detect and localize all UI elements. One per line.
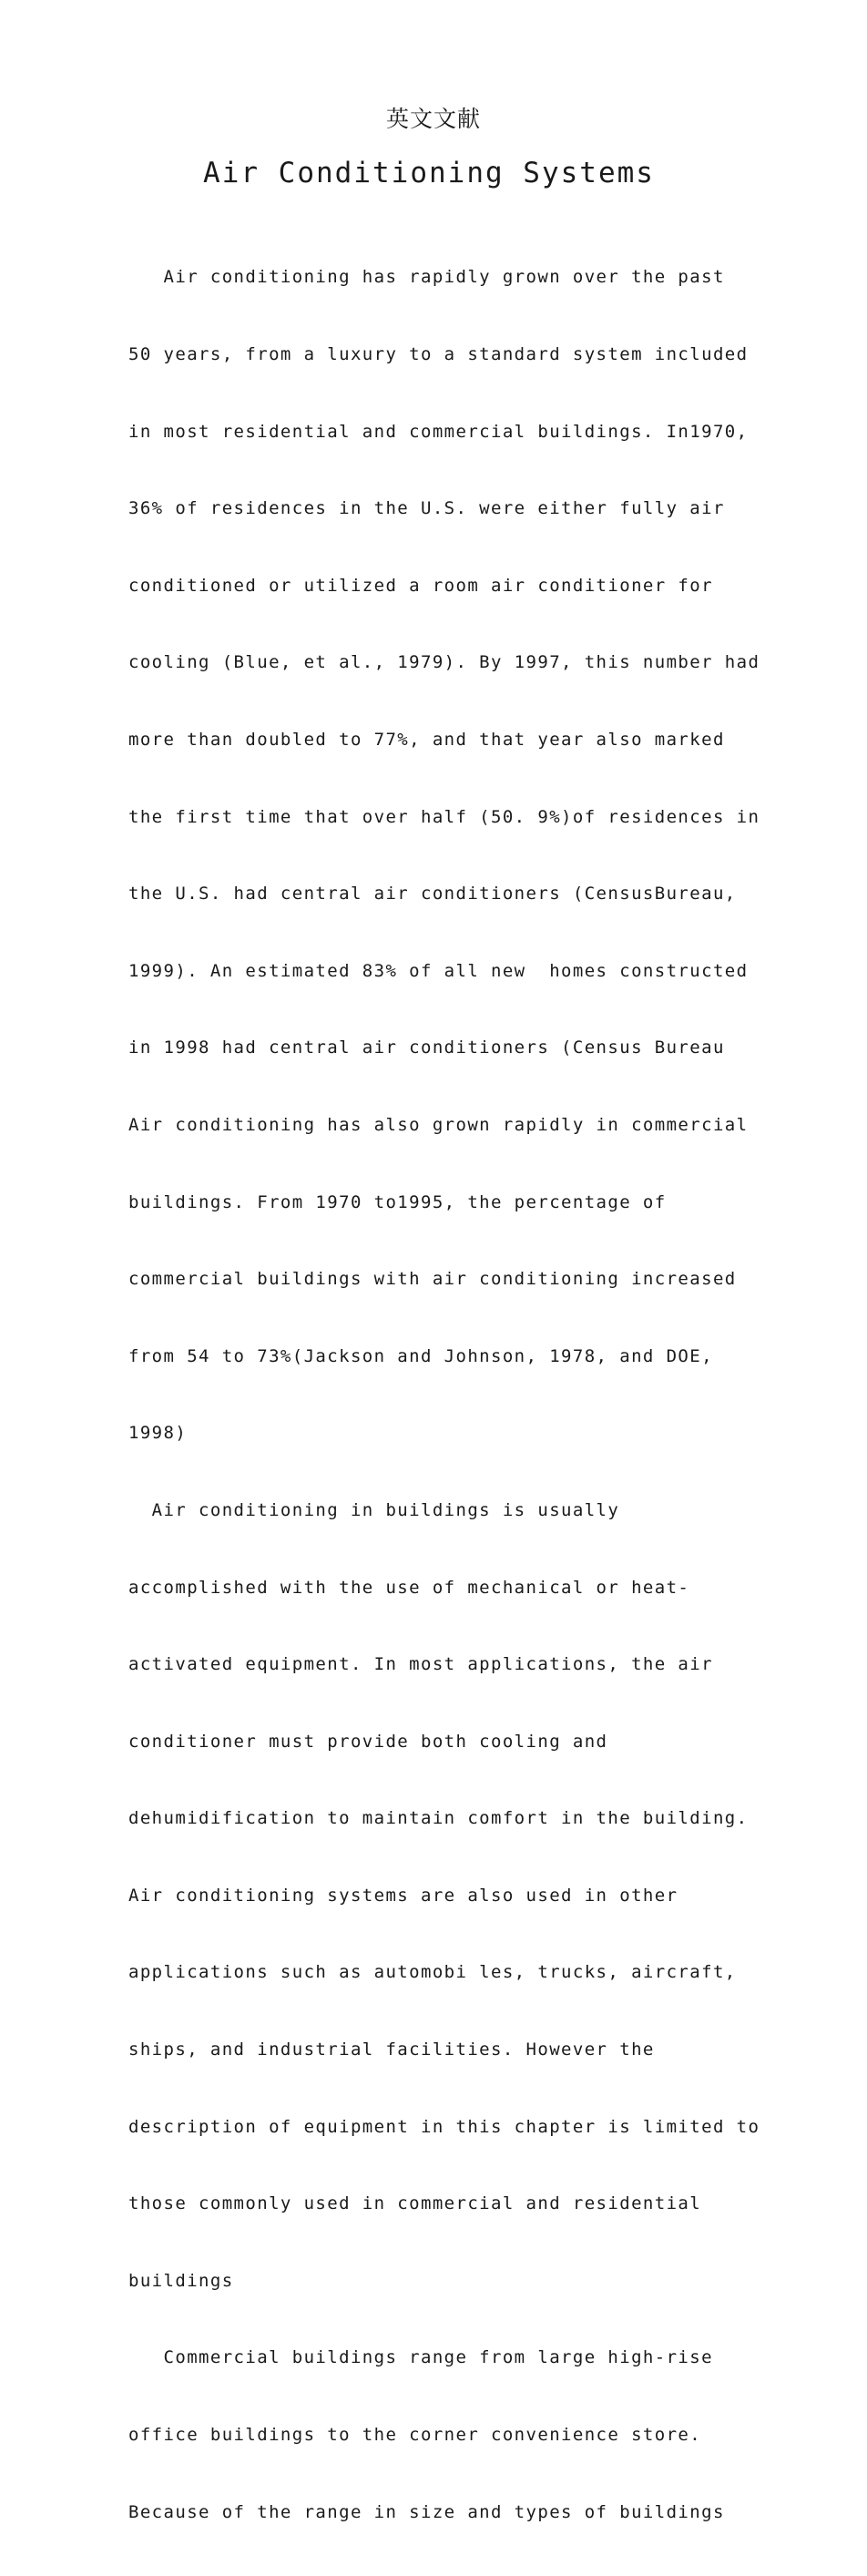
text-line: 36% of residences in the U.S. were either fully air (128, 498, 725, 519)
text-line: Because of the range in size and types of buildings (128, 2501, 725, 2522)
text-line: Air conditioning in buildings is usually (128, 1499, 620, 1520)
text-line: in 1998 had central air conditioners (Census Bureau (128, 1038, 725, 1058)
text-line: Air conditioning systems are also used in other (128, 1885, 678, 1906)
text-line: accomplished with the use of mechanical or heat- (128, 1577, 690, 1598)
text-line: 50 years, from a luxury to a standard system included (128, 344, 749, 364)
text-line: in most residential and commercial buildings. In1970, (128, 421, 749, 442)
text-line: Air conditioning has also grown rapidly in commercial (128, 1114, 749, 1135)
body-text (128, 213, 760, 2576)
text-line: activated equipment. In most applications, the air (128, 1654, 713, 1675)
text-line: office buildings to the corner convenience store. (128, 2425, 702, 2446)
text-line: Air conditioning has rapidly grown over the past (128, 267, 725, 288)
text-line: the U.S. had central air conditioners (CensusBureau, (128, 884, 737, 905)
text-line: Commercial buildings range from large high-rise (128, 2347, 713, 2368)
text-line: ships, and industrial facilities. However the (128, 2039, 655, 2060)
text-line: conditioner must provide both cooling and (128, 1731, 608, 1752)
text-line: 1999). An estimated 83% of all new homes constructed (128, 960, 749, 981)
text-line: from 54 to 73%(Jackson and Johnson, 1978, and DOE, (128, 1345, 713, 1366)
text-line: the first time that over half (50. 9%)of residences in (128, 806, 760, 827)
text-line: those commonly used in commercial and residential (128, 2193, 702, 2214)
text-line: description of equipment in this chapter is limited to (128, 2116, 760, 2137)
text-line: cooling (Blue, et al., 1979). By 1997, this number had (128, 652, 760, 673)
document-title: Air Conditioning Systems (203, 157, 655, 189)
text-line: conditioned or utilized a room air conditioner for (128, 575, 713, 596)
text-line: applications such as automobi les, trucks, aircraft, (128, 1962, 737, 1983)
text-line: 1998) (128, 1423, 188, 1444)
chinese-heading: 英文文献 (385, 106, 481, 132)
text-line: commercial buildings with air conditioning increased (128, 1269, 737, 1290)
text-line: buildings. From 1970 to1995, the percentage of (128, 1191, 667, 1212)
text-line: buildings (128, 2270, 234, 2291)
text-line: dehumidification to maintain comfort in the building. (128, 1808, 749, 1829)
text-line: more than doubled to 77%, and that year also marked (128, 729, 725, 750)
